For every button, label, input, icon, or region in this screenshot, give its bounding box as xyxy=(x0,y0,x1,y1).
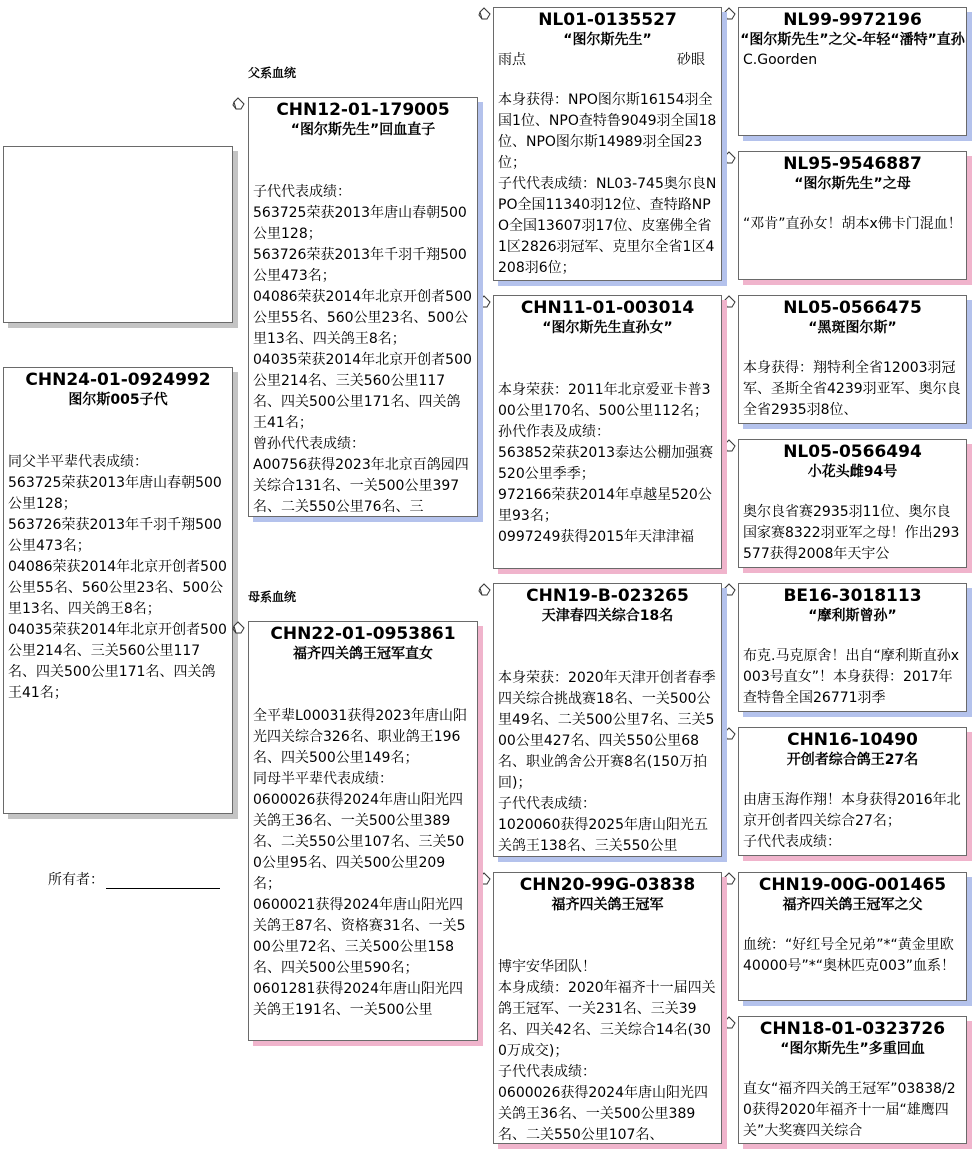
dam-dam-name: 福齐四关鸽王冠军 xyxy=(551,897,664,913)
dds-name: 福齐四关鸽王冠军之父 xyxy=(782,897,923,913)
ssd-card[interactable] xyxy=(738,151,967,280)
hand-pointer-icon[interactable] xyxy=(723,872,737,886)
pigeon-photo-box[interactable] xyxy=(3,146,233,323)
ssd-id: NL95-9546887 xyxy=(783,154,922,174)
ssd-results: “邓肯”直孙女！胡本x佛卡门混血！ xyxy=(743,216,962,232)
subject-id: CHN24-01-0924992 xyxy=(25,370,211,390)
dss-results: 布克.马克原舍！出自“摩利斯直孙x003号直女”！本身获得：2017年查特鲁全国26771羽季 xyxy=(743,648,959,706)
ddd-name: “图尔斯先生”多重回血 xyxy=(780,1041,925,1057)
subject-card[interactable] xyxy=(3,367,233,814)
dsd-results: 由唐玉海作翔！本身获得2016年北京开创者四关综合27名； 子代代表成绩： xyxy=(743,792,961,850)
sire-dam-card[interactable] xyxy=(493,295,722,569)
sire-line-label: 父系血统 xyxy=(248,66,297,80)
ddd-card[interactable] xyxy=(738,1016,967,1144)
sss-results: C.Goorden xyxy=(743,52,818,68)
sire-sire-results: 本身获得：NPO图尔斯16154羽全国1位、NPO查特鲁9049羽全国18位、NPO图尔斯14989羽全国23位； 子代代表成绩：NL03-745奥尔良NPO全国11340羽12位、查特路NPO全国13607羽17位、皮塞佛全省1区2826羽冠军、克里尔全省1区4208羽6位； xyxy=(498,92,717,276)
sss-card[interactable] xyxy=(738,7,967,136)
dam-dam-id: CHN20-99G-03838 xyxy=(519,875,696,895)
hand-pointer-icon[interactable] xyxy=(723,1016,737,1030)
sss-name: “图尔斯先生”之父-年轻“潘特”直孙 xyxy=(740,32,965,48)
dds-id: CHN19-00G-001465 xyxy=(758,875,947,895)
dss-card[interactable] xyxy=(738,583,967,712)
dsd-card[interactable] xyxy=(738,727,967,856)
dam-card[interactable] xyxy=(248,621,478,1041)
sire-sire-id: NL01-0135527 xyxy=(538,10,677,30)
dam-sire-name: 天津春四关综合18名 xyxy=(541,608,674,624)
dam-name: 福齐四关鸽王冠军直女 xyxy=(293,646,433,662)
sire-sire-card[interactable] xyxy=(493,7,722,281)
sire-results: 子代代表成绩： 563725荣获2013年唐山春朝500公里128； 563726荣获2013年千羽千翔500公里473名； 04086荣获2014年北京开创者500公里55名、560公里23名、500公里13名、四关鸽王8名； 04035荣获2014年北京开创者500公里214名、三关560公里117名、四关500公里171名、四关鸽王41名； 曾孙代代表成绩： A00756获得2023年北京百鸽园四关综合131名、一关500公里397名、二关550公里76名、三 xyxy=(253,184,472,515)
hand-pointer-icon[interactable] xyxy=(723,7,737,21)
sds-id: NL05-0566475 xyxy=(783,298,922,318)
sss-id: NL99-9972196 xyxy=(783,10,922,30)
sire-sire-eye: 砂眼 xyxy=(677,52,705,68)
hand-pointer-icon[interactable] xyxy=(723,439,737,453)
hand-pointer-icon[interactable] xyxy=(232,97,246,111)
sdd-name: 小花头雌94号 xyxy=(807,464,898,480)
hand-pointer-icon[interactable] xyxy=(478,7,492,21)
dam-dam-results: 博宇安华团队！ 本身成绩：2020年福齐十一届四关鸽王冠军、一关231名、三关39名、四关42名、三关综合14名(300万成交)； 子代代表成绩： 0600026获得2024年唐山阳光四关鸽王36名、一关500公里389名、二关550公里107名、 xyxy=(498,959,716,1143)
dam-line-label: 母系血统 xyxy=(248,590,297,604)
sdd-id: NL05-0566494 xyxy=(783,442,922,462)
ssd-name: “图尔斯先生”之母 xyxy=(794,176,911,192)
dds-results: 血统：“好红号全兄弟”*“黄金里欧40000号”*“奥林匹克003”血系！ xyxy=(743,937,956,974)
dam-dam-card[interactable] xyxy=(493,872,722,1144)
ddd-id: CHN18-01-0323726 xyxy=(759,1019,946,1039)
sire-card[interactable] xyxy=(248,97,478,517)
hand-pointer-icon[interactable] xyxy=(232,621,246,635)
hand-pointer-icon[interactable] xyxy=(478,872,492,886)
dss-id: BE16-3018113 xyxy=(783,586,922,606)
owner-field[interactable] xyxy=(48,869,220,889)
hand-pointer-icon[interactable] xyxy=(723,727,737,741)
dam-sire-card[interactable] xyxy=(493,583,722,857)
dam-sire-results: 本身荣获：2020年天津开创者春季四关综合挑战赛18名、一关500公里49名、二关500公里7名、三关500公里427名、四关550公里68名、职业鸽舍公开赛8名(150万拍回)； 子代代表成绩： 1020060获得2025年唐山阳光五关鸽王138名、三关550公里 xyxy=(498,670,716,854)
sire-dam-id: CHN11-01-003014 xyxy=(520,298,695,318)
sdd-results: 奥尔良省赛2935羽11位、奥尔良国家赛8322羽亚军之母！作出293577获得2008年天宇公 xyxy=(743,504,960,562)
hand-pointer-icon[interactable] xyxy=(723,583,737,597)
sds-name: “黑斑图尔斯” xyxy=(808,320,897,336)
dam-results: 全平辈L00031获得2023年唐山阳光四关综合326名、职业鸽王196名、四关500公里149名； 同母半平辈代表成绩： 0600026获得2024年唐山阳光四关鸽王36名、一关500公里389名、二关550公里107名、三关500公里95名、四关500公里209名； 0600021获得2024年唐山阳光四关鸽王87名、资格赛31名、一关500公里72名、三关500公里158名、四关500公里590名； 0601281获得2024年唐山阳光四关鸽王191名、一关500公里 xyxy=(253,708,467,1018)
hand-pointer-icon[interactable] xyxy=(723,295,737,309)
owner-label: 所有者： xyxy=(48,872,104,888)
dam-id: CHN22-01-0953861 xyxy=(270,624,456,644)
dds-card[interactable] xyxy=(738,872,967,1001)
sds-card[interactable] xyxy=(738,295,967,424)
sire-id: CHN12-01-179005 xyxy=(276,100,450,120)
sire-dam-results: 本身荣获：2011年北京爱亚卡普300公里170名、500公里112名； 孙代作表及成绩： 563852荣获2013泰达公棚加强赛520公里季季； 972166荣获2014年卓越星520公里93名； 0997249获得2015年天津津福 xyxy=(498,382,714,545)
sire-sire-name: “图尔斯先生” xyxy=(563,32,652,48)
hand-pointer-icon[interactable] xyxy=(478,583,492,597)
sire-sire-color-row xyxy=(494,50,721,70)
subject-results: 同父半平辈代表成绩： 563725荣获2013年唐山春朝500公里128； 563726荣获2013年千羽千翔500公里473名； 04086荣获2014年北京开创者500公里55名、560公里23名、500公里13名、四关鸽王8名； 04035荣获2014年北京开创者500公里214名、三关560公里117名、四关500公里171名、四关鸽王41名； xyxy=(8,454,227,701)
hand-pointer-icon[interactable] xyxy=(723,151,737,165)
dsd-id: CHN16-10490 xyxy=(787,730,918,750)
dss-name: “摩利斯曾孙” xyxy=(808,608,897,624)
sdd-card[interactable] xyxy=(738,439,967,568)
sire-name: “图尔斯先生”回血直子 xyxy=(290,122,436,138)
sds-results: 本身获得：翔特利全省12003羽冠军、圣斯全省4239羽亚军、奥尔良全省2935羽8位、 xyxy=(743,360,961,418)
dam-sire-id: CHN19-B-023265 xyxy=(526,586,689,606)
sire-sire-color: 雨点 xyxy=(498,52,526,68)
ddd-results: 直女“福齐四关鸽王冠军”03838/20获得2020年福齐十一届“雄鹰四关”大奖赛四关综合 xyxy=(743,1081,956,1139)
dsd-name: 开创者综合鸽王27名 xyxy=(786,752,919,768)
owner-line[interactable] xyxy=(106,874,220,889)
sire-dam-name: “图尔斯先生直孙女” xyxy=(542,320,673,336)
hand-pointer-icon[interactable] xyxy=(478,295,492,309)
subject-name: 图尔斯005子代 xyxy=(68,392,168,408)
